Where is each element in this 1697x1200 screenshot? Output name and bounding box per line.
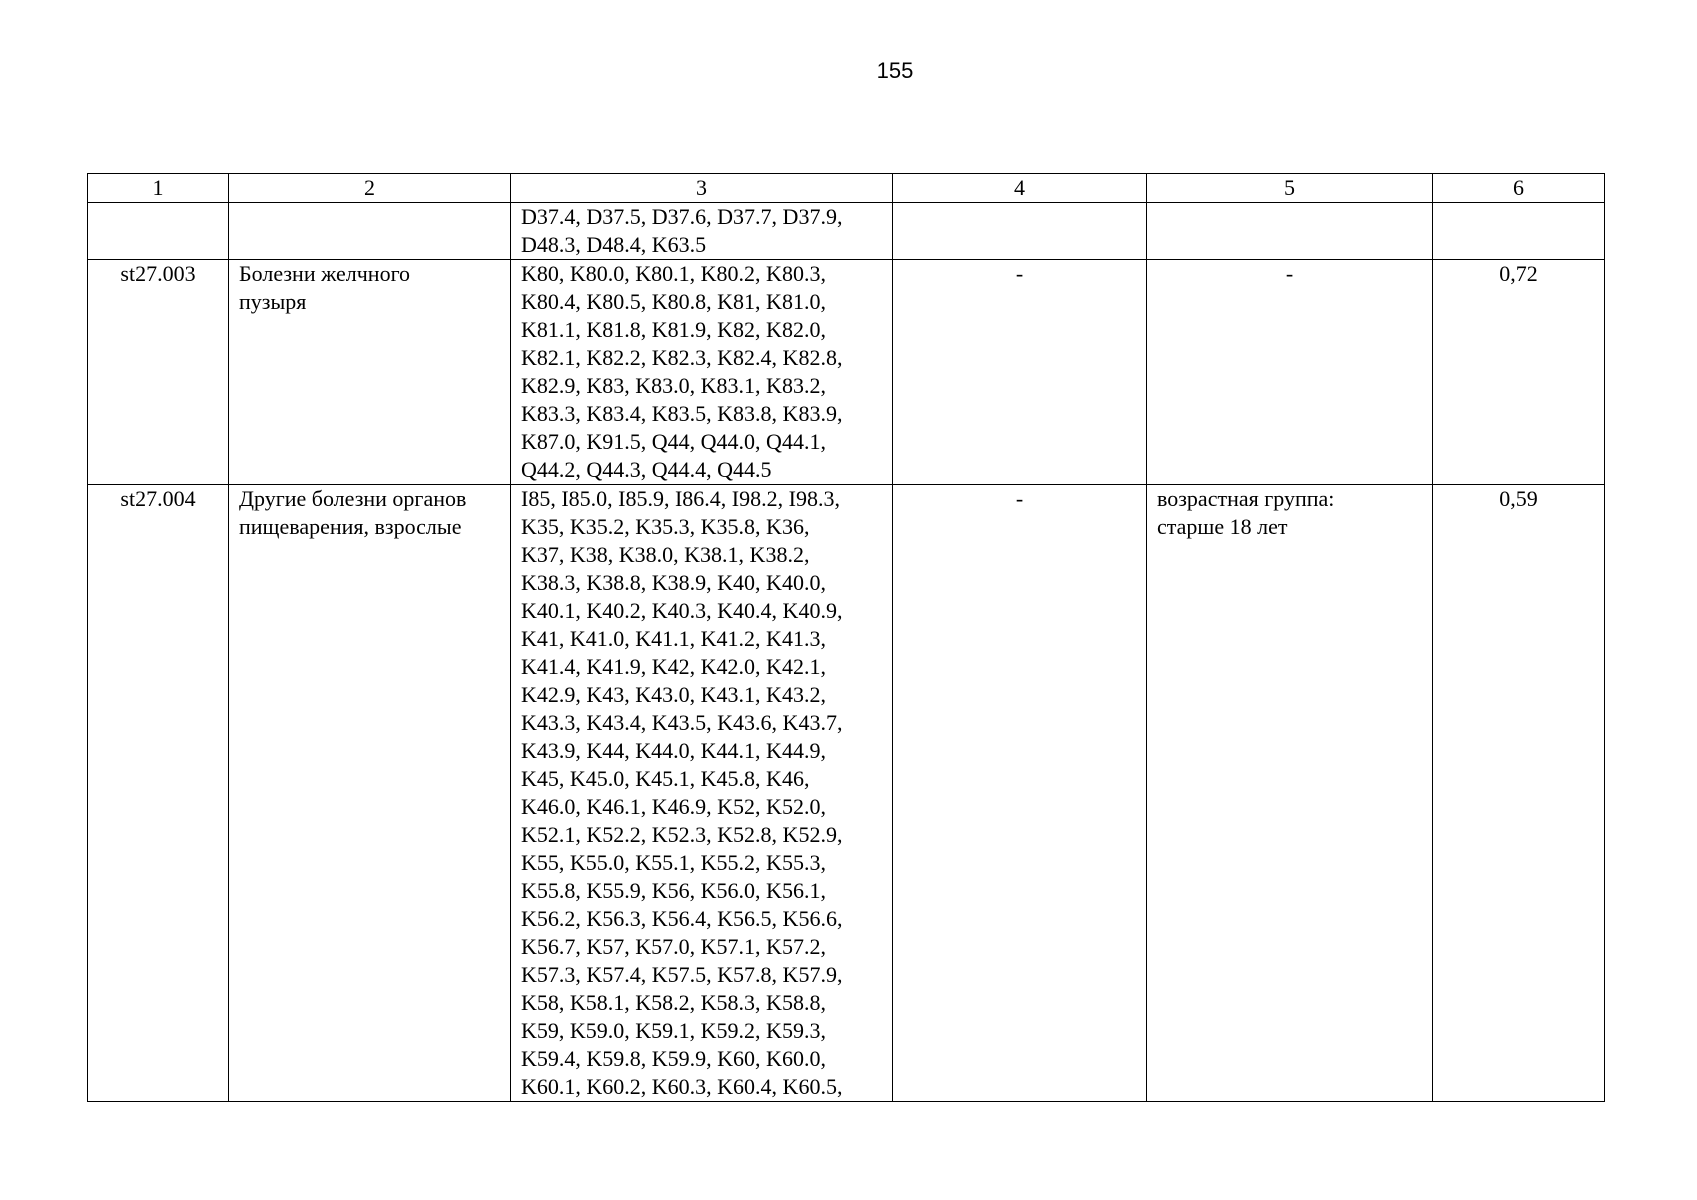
icd-codes-line: K41.4, K41.9, K42, K42.0, K42.1, (521, 654, 826, 679)
criteria-cell (1147, 260, 1433, 485)
header-cell: 5 (1147, 174, 1433, 203)
name-cell (229, 203, 511, 260)
icd-codes-line: K59.4, K59.8, K59.9, K60, K60.0, (521, 1046, 826, 1071)
tariff-table (87, 173, 1605, 1102)
services-value: - (1015, 486, 1024, 511)
icd-codes-line: K80.4, K80.5, K80.8, K81, K81.0, (521, 289, 826, 314)
icd-codes-line: K40.1, K40.2, K40.3, K40.4, K40.9, (521, 598, 843, 623)
criteria-cell (1147, 485, 1433, 1102)
icd-codes-line: K58, K58.1, K58.2, K58.3, K58.8, (521, 990, 826, 1015)
icd-codes-line: D48.3, D48.4, K63.5 (521, 232, 707, 257)
icd-codes-line: K82.1, K82.2, K82.3, K82.4, K82.8, (521, 345, 843, 370)
group-name-line: пищеварения, взрослые (239, 514, 462, 539)
criteria-line: - (1285, 261, 1294, 286)
icd-codes-line: K46.0, K46.1, K46.9, K52, K52.0, (521, 794, 826, 819)
code-cell (88, 203, 229, 260)
icd-codes-line: K45, K45.0, K45.1, K45.8, K46, (521, 766, 810, 791)
services-value: - (1015, 261, 1024, 286)
icd-codes-line: K59, K59.0, K59.1, K59.2, K59.3, (521, 1018, 826, 1043)
group-name-line: Болезни желчного (239, 261, 411, 286)
services-cell (893, 260, 1147, 485)
coefficient-cell (1433, 485, 1605, 1102)
icd-codes-line: K43.3, K43.4, K43.5, K43.6, K43.7, (521, 710, 843, 735)
icd-codes-cell (511, 203, 893, 260)
code-cell (88, 260, 229, 485)
header-row (88, 174, 1605, 203)
icd-codes-line: K42.9, K43, K43.0, K43.1, K43.2, (521, 682, 826, 707)
header-cell: 2 (229, 174, 511, 203)
header-cell: 4 (893, 174, 1147, 203)
icd-codes-line: Q44.2, Q44.3, Q44.4, Q44.5 (521, 457, 772, 482)
icd-codes-line: K80, K80.0, K80.1, K80.2, K80.3, (521, 261, 826, 286)
icd-codes-line: K37, K38, K38.0, K38.1, K38.2, (521, 542, 810, 567)
icd-codes-line: K81.1, K81.8, K81.9, K82, K82.0, (521, 317, 826, 342)
name-cell (229, 260, 511, 485)
group-code: st27.004 (120, 486, 196, 511)
icd-codes-line: K57.3, K57.4, K57.5, K57.8, K57.9, (521, 962, 843, 987)
group-code: st27.003 (120, 261, 196, 286)
icd-codes-line: K52.1, K52.2, K52.3, K52.8, K52.9, (521, 822, 843, 847)
table-row (88, 203, 1605, 260)
header-cell: 6 (1433, 174, 1605, 203)
icd-codes-line: K43.9, K44, K44.0, K44.1, K44.9, (521, 738, 826, 763)
table-row (88, 260, 1605, 485)
icd-codes-line: K35, K35.2, K35.3, K35.8, K36, (521, 514, 810, 539)
coefficient-cell (1433, 203, 1605, 260)
services-cell (893, 485, 1147, 1102)
icd-codes-line: K82.9, K83, K83.0, K83.1, K83.2, (521, 373, 826, 398)
icd-codes-line: K41, K41.0, K41.1, K41.2, K41.3, (521, 626, 826, 651)
icd-codes-line: K56.7, K57, K57.0, K57.1, K57.2, (521, 934, 826, 959)
page-number: 155 (876, 58, 914, 83)
coefficient-cell (1433, 260, 1605, 485)
name-cell (229, 485, 511, 1102)
code-cell (88, 485, 229, 1102)
services-cell (893, 203, 1147, 260)
group-name-line: пузыря (239, 289, 307, 314)
criteria-line: возрастная группа: (1157, 486, 1335, 511)
criteria-cell (1147, 203, 1433, 260)
icd-codes-line: K55.8, K55.9, K56, K56.0, K56.1, (521, 878, 826, 903)
group-name-line: Другие болезни органов (239, 486, 467, 511)
icd-codes-cell (511, 260, 893, 485)
icd-codes-line: K56.2, K56.3, K56.4, K56.5, K56.6, (521, 906, 843, 931)
icd-codes-line: D37.4, D37.5, D37.6, D37.7, D37.9, (521, 204, 843, 229)
header-cell: 1 (88, 174, 229, 203)
header-cell: 3 (511, 174, 893, 203)
icd-codes-line: K38.3, K38.8, K38.9, K40, K40.0, (521, 570, 826, 595)
icd-codes-line: K83.3, K83.4, K83.5, K83.8, K83.9, (521, 401, 843, 426)
coefficient-value: 0,59 (1499, 486, 1538, 511)
table-row (88, 485, 1605, 1102)
icd-codes-line: K55, K55.0, K55.1, K55.2, K55.3, (521, 850, 826, 875)
coefficient-value: 0,72 (1499, 261, 1538, 286)
criteria-line: старше 18 лет (1157, 514, 1288, 539)
icd-codes-line: K60.1, K60.2, K60.3, K60.4, K60.5, (521, 1074, 843, 1099)
icd-codes-line: I85, I85.0, I85.9, I86.4, I98.2, I98.3, (521, 486, 840, 511)
icd-codes-line: K87.0, K91.5, Q44, Q44.0, Q44.1, (521, 429, 826, 454)
icd-codes-cell (511, 485, 893, 1102)
